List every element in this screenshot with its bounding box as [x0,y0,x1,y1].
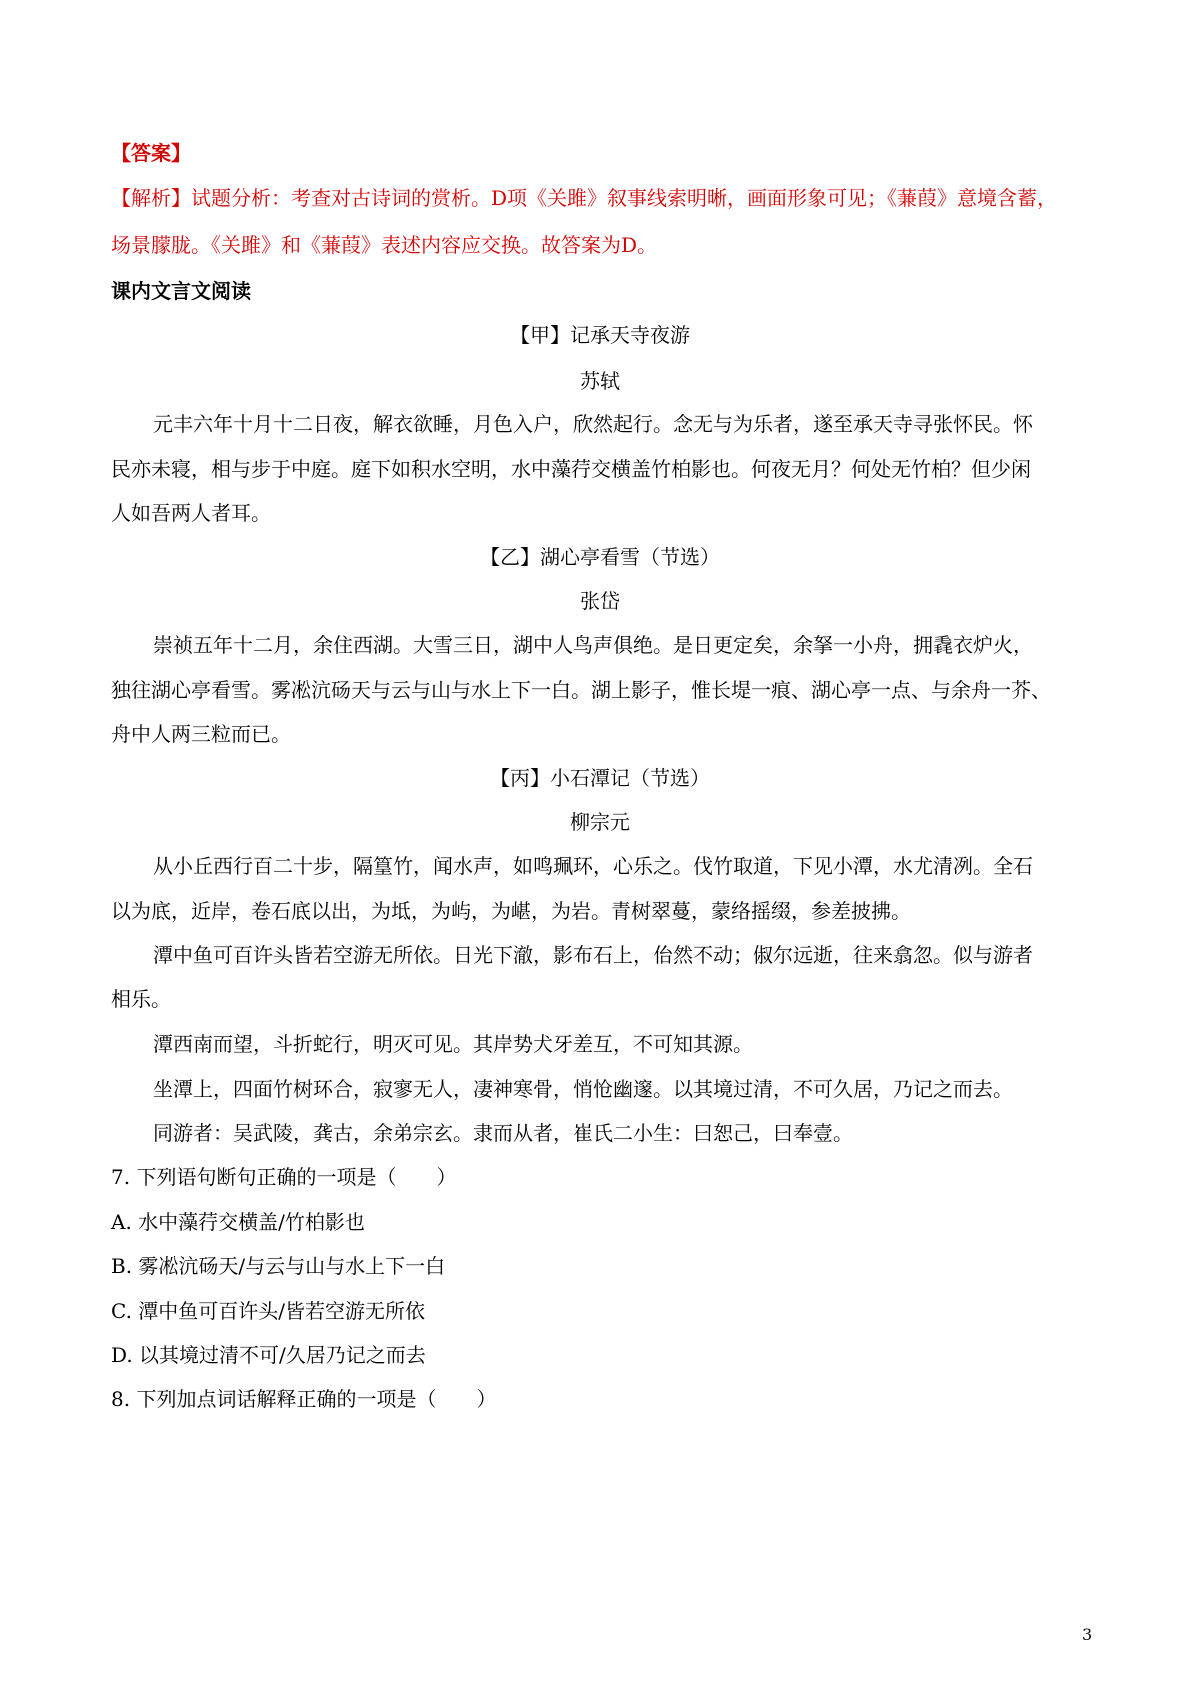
passage-title-yi: 【乙】湖心亭看雪（节选） [480,545,720,569]
section-title: 课内文言文阅读 [111,279,251,303]
question-7-option-c: C. 潭中鱼可百许头/皆若空游无所依 [111,1299,426,1323]
passage-title-bing: 【丙】小石潭记（节选） [490,766,710,790]
passage-yi-line: 崇祯五年十二月，余住西湖。大雪三日，湖中人鸟声俱绝。是日更定矣，余拏一小舟，拥毳衣炉火， [153,633,1033,657]
passage-author-yi: 张岱 [580,589,620,613]
answer-heading: 【答案】 [111,141,191,165]
question-7-option-d: D. 以其境过清不可/久居乃记之而去 [111,1343,426,1367]
question-7-stem: 7. 下列语句断句正确的一项是（ ） [111,1165,457,1189]
passage-jia-line: 人如吾两人者耳。 [111,501,271,525]
passage-title-jia: 【甲】记承天寺夜游 [510,323,690,347]
passage-bing-line: 从小丘西行百二十步，隔篁竹，闻水声，如鸣珮环，心乐之。伐竹取道，下见小潭，水尤清冽。全石 [153,854,1033,878]
passage-bing-line: 同游者：吴武陵，龚古，余弟宗玄。隶而从者，崔氏二小生：曰恕己，曰奉壹。 [153,1121,853,1145]
passage-bing-line: 坐潭上，四面竹树环合，寂寥无人，凄神寒骨，悄怆幽邃。以其境过清，不可久居，乃记之而去。 [153,1077,1013,1101]
analysis-line-1: 【解析】试题分析：考查对古诗词的赏析。D项《关雎》叙事线索明晰，画面形象可见；《蒹葭》意境含蓄， [111,186,1058,210]
page-number: 3 [1082,1625,1093,1644]
analysis-line-2: 场景朦胧。《关雎》和《蒹葭》表述内容应交换。故答案为D。 [111,233,658,257]
passage-bing-line: 相乐。 [111,987,171,1011]
passage-author-bing: 柳宗元 [570,810,630,834]
passage-author-jia: 苏轼 [580,369,620,393]
passage-bing-line: 潭中鱼可百许头皆若空游无所依。日光下澈，影布石上，佁然不动；俶尔远逝，往来翕忽。似与游者 [153,943,1033,967]
passage-yi-line: 舟中人两三粒而已。 [111,722,291,746]
passage-jia-line: 民亦未寝，相与步于中庭。庭下如积水空明，水中藻荇交横盖竹柏影也。何夜无月？何处无竹柏？但少闲 [111,457,1031,481]
question-7-option-b: B. 雾凇沆砀天/与云与山与水上下一白 [111,1254,446,1278]
passage-bing-line: 以为底，近岸，卷石底以出，为坻，为屿，为嵁，为岩。青树翠蔓，蒙络摇缀，参差披拂。 [111,899,911,923]
passage-bing-line: 潭西南而望，斗折蛇行，明灭可见。其岸势犬牙差互，不可知其源。 [153,1032,753,1056]
passage-jia-line: 元丰六年十月十二日夜，解衣欲睡，月色入户，欣然起行。念无与为乐者，遂至承天寺寻张怀民。怀 [153,412,1033,436]
question-8-stem: 8. 下列加点词话解释正确的一项是（ ） [111,1387,497,1411]
question-7-option-a: A. 水中藻荇交横盖/竹柏影也 [111,1210,365,1234]
passage-yi-line: 独往湖心亭看雪。雾凇沆砀天与云与山与水上下一白。湖上影子，惟长堤一痕、湖心亭一点、与余舟一芥、 [111,678,1051,702]
